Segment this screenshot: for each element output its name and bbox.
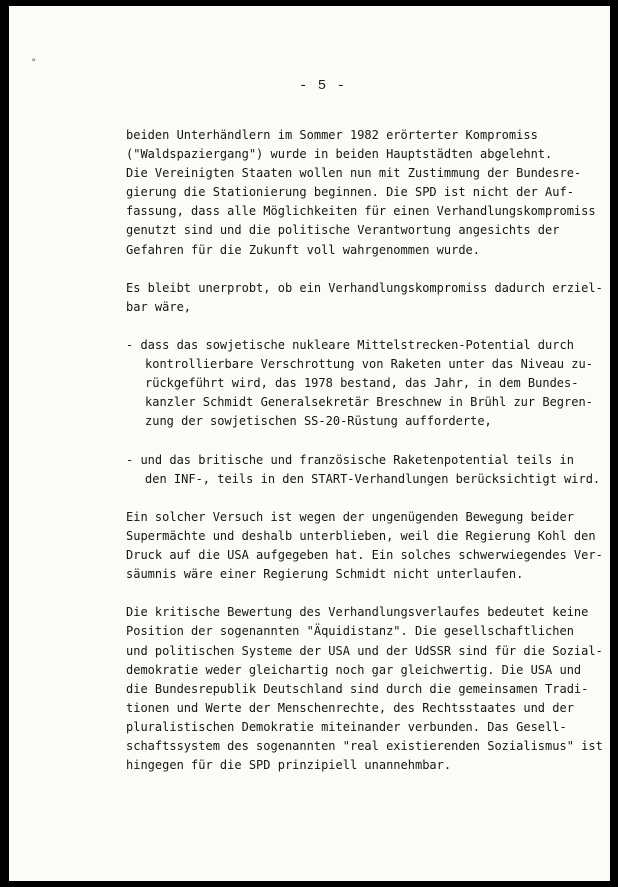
text-line: Ein solcher Versuch ist wegen der ungenügenden Bewegung beider: [126, 509, 574, 524]
text-line: Die Vereinigten Staaten wollen nun mit Zustimmung der Bundesre-: [126, 166, 582, 181]
text-line: tionen und Werte der Menschenrechte, des Rechtsstaates und der: [126, 700, 574, 715]
paragraph-gap: [126, 584, 606, 603]
text-line: beiden Unterhändlern im Sommer 1982 erörterter Kompromiss: [126, 128, 538, 142]
text-line: - dass das sowjetische nukleare Mittelstrecken-Potential durch: [126, 338, 574, 353]
text-line: Es bleibt unerprobt, ob ein Verhandlungskompromiss dadurch erziel-: [126, 280, 603, 295]
paragraph-gap: [126, 432, 606, 451]
text-line: gierung die Stationierung beginnen. Die SPD ist nicht der Auf-: [126, 185, 574, 200]
paragraph-gap: [126, 317, 606, 336]
text-line: genutzt sind und die politische Verantwortung angesichts der: [126, 223, 560, 238]
text-line: und politischen Systeme der USA und der UdSSR sind für die Sozial-: [126, 643, 603, 658]
paragraph: [126, 508, 606, 584]
paragraph-gap: [126, 260, 606, 279]
text-line: bar wäre,: [126, 299, 192, 314]
page-number: - 5 -: [299, 78, 347, 94]
text-line: Druck auf die USA aufgegeben hat. Ein solches schwerwiegendes Ver-: [126, 548, 603, 563]
text-line: Position der sogenannten "Äquidistanz". Die gesellschaftlichen: [126, 624, 574, 639]
text-line: die Bundesrepublik Deutschland sind durch die gemeinsamen Tradi-: [126, 681, 589, 696]
text-line: fassung, dass alle Möglichkeiten für einen Verhandlungskompromiss: [126, 204, 596, 219]
text-line: hingegen für die SPD prinzipiell unannehmbar.: [126, 758, 452, 773]
text-line: kontrollierbare Verschrottung von Raketen unter das Niveau zu-: [145, 357, 593, 372]
bullet-item: [126, 451, 606, 489]
text-line: Die kritische Bewertung des Verhandlungsverlaufes bedeutet keine: [126, 605, 589, 620]
text-line: den INF-, teils in den START-Verhandlungen berücksichtigt wird.: [145, 471, 601, 486]
paragraph-gap: [126, 489, 606, 508]
text-line: schaftssystem des sogenannten "real existierenden Sozialismus" ist: [126, 739, 603, 753]
text-line: ("Waldspaziergang") wurde in beiden Hauptstädten abgelehnt.: [126, 147, 553, 162]
scan-speck: °: [31, 58, 37, 68]
text-line: säumnis wäre einer Regierung Schmidt nicht unterlaufen.: [126, 567, 524, 582]
text-line: demokratie weder gleichartig noch gar gleichwertig. Die USA und: [126, 662, 582, 677]
text-line: Gefahren für die Zukunft voll wahrgenommen wurde.: [126, 242, 481, 257]
document-page: [9, 6, 610, 881]
text-line: rückgeführt wird, das 1978 bestand, das Jahr, in dem Bundes-: [145, 376, 579, 391]
text-line: pluralistischen Demokratie miteinander verbunden. Das Gesell-: [126, 719, 567, 734]
document-body: [126, 126, 606, 775]
bullet-item: [126, 336, 606, 431]
text-line: kanzler Schmidt Generalsekretär Breschnew in Brühl zur Begren-: [145, 395, 593, 410]
paragraph: [126, 126, 606, 260]
text-line: Supermächte und deshalb unterblieben, weil die Regierung Kohl den: [126, 528, 596, 543]
text-line: - und das britische und französische Raketenpotential teils in: [126, 452, 574, 467]
text-line: zung der sowjetischen SS-20-Rüstung aufforderte,: [145, 414, 492, 429]
paragraph: [126, 279, 606, 317]
paragraph: [126, 603, 606, 775]
